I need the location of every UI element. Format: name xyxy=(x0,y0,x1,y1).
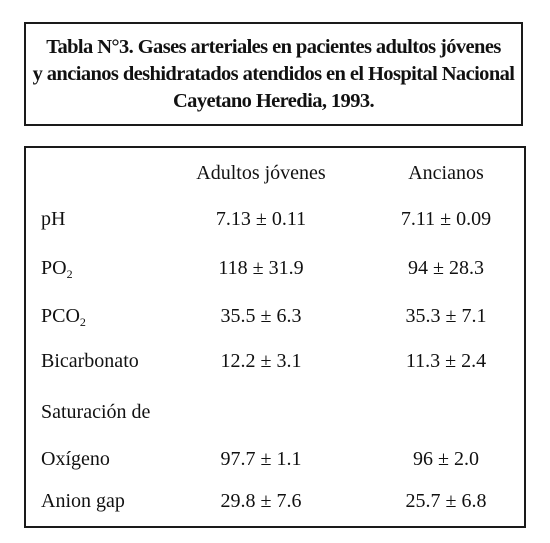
data-table xyxy=(24,146,526,528)
caption-line-1: Tabla N°3. Gases arteriales en pacientes adultos jóvenes xyxy=(46,35,501,58)
header-adultos-jovenes: Adultos jóvenes xyxy=(196,162,326,184)
cell-ph-ancianos: 7.11 ± 0.09 xyxy=(400,208,492,230)
cell-ph-adultos: 7.13 ± 0.11 xyxy=(215,208,307,230)
row-label-pco2: $PCO_2$ xyxy=(41,305,86,329)
row-label-bicarbonato: Bicarbonato xyxy=(41,350,139,372)
header-ancianos: Ancianos xyxy=(408,162,484,184)
cell-anion-gap-adultos: 29.8 ± 7.6 xyxy=(220,490,302,512)
cell-pco2-adultos: 35.5 ± 6.3 xyxy=(220,305,302,327)
cell-anion-gap-ancianos: 25.7 ± 6.8 xyxy=(405,490,487,512)
cell-oxigeno-adultos: 97.7 ± 1.1 xyxy=(220,448,302,470)
cell-bicarbonato-adultos: 12.2 ± 3.1 xyxy=(220,350,302,372)
cell-oxigeno-ancianos: 96 ± 2.0 xyxy=(413,448,479,470)
row-label-po2: $PO_2$ xyxy=(41,257,73,281)
row-label-oxigeno: Oxígeno xyxy=(41,448,110,470)
caption-line-3: Cayetano Heredia, 1993. xyxy=(172,89,375,112)
row-label-saturacion: Saturación de xyxy=(41,401,151,423)
cell-po2-ancianos: 94 ± 28.3 xyxy=(408,257,484,279)
row-label-anion-gap: Anion gap xyxy=(41,490,125,512)
cell-po2-adultos: 118 ± 31.9 xyxy=(218,257,304,279)
cell-pco2-ancianos: 35.3 ± 7.1 xyxy=(405,305,487,327)
table-caption-box xyxy=(24,22,523,126)
cell-bicarbonato-ancianos: 11.3 ± 2.4 xyxy=(405,350,487,372)
caption-line-2: y ancianos deshidratados atendidos en el Hospital Nacional xyxy=(32,62,515,85)
row-label-ph: pH xyxy=(41,208,66,230)
